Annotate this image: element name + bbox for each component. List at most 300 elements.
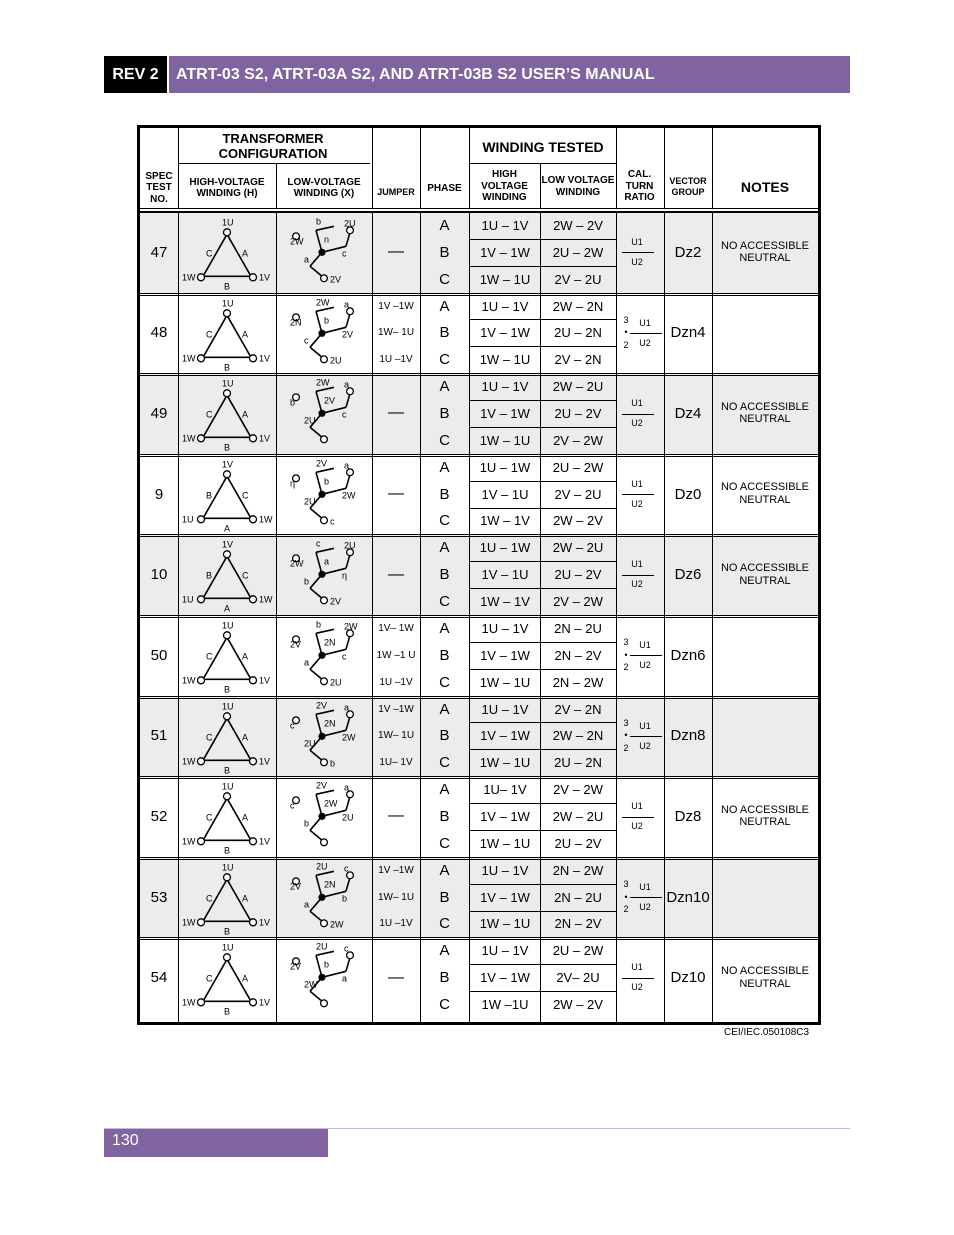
high-voltage-tested-cell: 1V – 1W (480, 970, 530, 986)
jumper-connection: 1U –1V (379, 918, 413, 930)
low-voltage-tested-cell: 2V – 2N (554, 352, 602, 368)
phase-label: B (439, 969, 450, 987)
svg-text:1V: 1V (259, 352, 271, 363)
phase-label: C (439, 915, 450, 933)
winding-cell-rule (470, 911, 616, 912)
low-voltage-tested-cell: 2N – 2W (552, 674, 604, 690)
svg-text:C: C (206, 973, 213, 984)
header-cal-turn-ratio: CAL. TURN RATIO (624, 169, 655, 204)
row-rule (140, 375, 818, 376)
svg-text:B: B (224, 281, 231, 292)
row-rule (140, 295, 818, 296)
jumper-connection: 1V –1W (378, 300, 414, 312)
high-voltage-tested-cell: 1W – 1U (479, 916, 531, 932)
ratio-fraction-bar (622, 817, 654, 818)
spec-test-number: 10 (150, 566, 168, 584)
svg-text:a: a (304, 899, 310, 910)
svg-text:b: b (290, 397, 296, 408)
low-voltage-zigzag-diagram (276, 293, 372, 374)
svg-text:2W: 2W (316, 377, 330, 388)
svg-text:c: c (342, 409, 347, 420)
low-voltage-tested-cell: 2V – 2U (554, 486, 602, 502)
svg-text:1W: 1W (182, 352, 196, 363)
low-voltage-tested-cell: 2W – 2N (552, 298, 604, 314)
winding-cell-rule (470, 508, 616, 509)
svg-text:2U: 2U (316, 941, 328, 952)
high-voltage-tested-cell: 1U– 1V (483, 782, 527, 798)
svg-text:1W: 1W (182, 836, 196, 847)
ratio-fraction-bar (622, 978, 654, 979)
phase-label: A (439, 297, 450, 315)
jumper-connection: 1W– 1U (377, 730, 415, 742)
high-voltage-tested-cell: 1W – 1U (479, 755, 531, 771)
ratio-factor-part: • (624, 649, 628, 660)
ratio-factor-part: • (624, 327, 628, 338)
svg-text:a: a (344, 460, 350, 471)
svg-text:B: B (224, 1006, 231, 1017)
row-rule (140, 937, 818, 938)
svg-text:2W: 2W (290, 558, 304, 569)
column-rule (276, 212, 277, 1022)
svg-text:1V: 1V (222, 459, 234, 470)
phase-label: B (439, 888, 450, 906)
svg-text:1U: 1U (222, 378, 234, 389)
phase-label: A (439, 942, 450, 960)
low-voltage-zigzag-diagram (276, 937, 372, 1018)
high-voltage-tested-cell: 1U – 1V (481, 862, 529, 878)
spec-test-number: 49 (150, 404, 168, 422)
svg-text:1W: 1W (259, 594, 273, 605)
svg-text:2U: 2U (304, 737, 316, 748)
svg-text:2W: 2W (344, 621, 358, 632)
ratio-fraction-bar (622, 494, 654, 495)
vector-group-value: Dz2 (674, 243, 702, 261)
spec-test-number: 54 (150, 969, 168, 987)
header-column-rule (664, 128, 665, 208)
high-voltage-delta-diagram (178, 937, 276, 1018)
high-voltage-tested-cell: 1U – 1V (481, 298, 529, 314)
header-rule (470, 163, 616, 164)
header-column-rule (276, 164, 277, 208)
phase-label: B (439, 807, 450, 825)
notes-cell: NO ACCESSIBLE NEUTRAL (720, 400, 810, 426)
svg-text:B: B (224, 764, 231, 775)
low-voltage-tested-cell: 2V – 2W (553, 782, 603, 798)
high-voltage-tested-cell: 1W – 1V (480, 594, 530, 610)
phase-label: C (439, 512, 450, 530)
phase-label: B (439, 646, 450, 664)
low-voltage-tested-cell: 2V– 2U (556, 970, 600, 986)
low-voltage-zigzag-diagram (276, 696, 372, 777)
svg-text:η: η (342, 570, 348, 581)
svg-text:1U: 1U (222, 942, 234, 953)
winding-cell-rule (470, 964, 616, 965)
header-rule (178, 163, 370, 164)
jumper-none: — (388, 565, 404, 583)
low-voltage-tested-cell: 2U – 2N (554, 325, 602, 341)
svg-text:B: B (224, 926, 231, 937)
notes-cell (718, 615, 812, 696)
vector-group-value: Dz0 (674, 485, 702, 503)
row-rule (140, 859, 818, 860)
column-rule (540, 212, 541, 1022)
phase-label: A (439, 539, 450, 557)
svg-text:n: n (324, 234, 330, 245)
svg-text:2U: 2U (316, 861, 328, 872)
high-voltage-delta-diagram (178, 212, 276, 293)
vector-group-value: Dz4 (674, 404, 702, 422)
low-voltage-zigzag-diagram (276, 454, 372, 535)
spec-test-number: 48 (150, 324, 168, 342)
low-voltage-zigzag-diagram (276, 373, 372, 454)
jumper-none: — (388, 243, 404, 261)
svg-text:2N: 2N (324, 879, 336, 890)
low-voltage-tested-cell: 2W – 2V (553, 997, 603, 1013)
svg-text:a: a (344, 379, 350, 390)
phase-label: A (439, 216, 450, 234)
header-vector-group: VECTOR GROUP (669, 176, 707, 197)
manual-title: ATRT-03 S2, ATRT-03A S2, AND ATRT-03B S2 USER’S MANUAL (169, 56, 850, 93)
svg-text:b: b (324, 314, 330, 325)
svg-text:B: B (224, 845, 231, 856)
vector-group-value: Dzn10 (666, 888, 710, 906)
svg-text:B: B (224, 442, 231, 453)
high-voltage-tested-cell: 1V – 1U (481, 486, 529, 502)
phase-label: B (439, 566, 450, 584)
jumper-connection: 1U –1V (379, 676, 413, 688)
jumper-connection: 1W –1 U (376, 649, 416, 661)
winding-cell-rule (470, 991, 616, 992)
svg-text:1V: 1V (259, 836, 271, 847)
phase-label: B (439, 404, 450, 422)
svg-text:A: A (242, 973, 249, 984)
header-phase: PHASE (427, 182, 462, 194)
svg-text:A: A (242, 893, 249, 904)
phase-label: C (439, 673, 450, 691)
svg-text:2W: 2W (330, 919, 344, 930)
ratio-factor-part: 2 (623, 662, 629, 673)
svg-text:2N: 2N (324, 717, 336, 728)
low-voltage-tested-cell: 2W – 2U (552, 379, 604, 395)
svg-text:A: A (224, 523, 231, 534)
svg-text:a: a (342, 973, 348, 984)
vector-group-value: Dzn4 (670, 324, 706, 342)
header-column-rule (178, 128, 179, 208)
phase-label: C (439, 834, 450, 852)
row-rule (140, 456, 818, 457)
svg-text:A: A (242, 328, 249, 339)
vector-group-value: Dzn6 (670, 646, 706, 664)
svg-text:c: c (344, 863, 349, 874)
svg-text:C: C (206, 248, 213, 259)
low-voltage-zigzag-diagram (276, 776, 372, 857)
row-rule (140, 373, 818, 374)
svg-text:2U: 2U (304, 415, 316, 426)
ratio-numerator: U1 (639, 881, 651, 892)
svg-text:1W: 1W (182, 917, 196, 928)
svg-text:1W: 1W (182, 675, 196, 686)
svg-text:1U: 1U (222, 297, 234, 308)
svg-text:C: C (242, 490, 249, 501)
svg-text:2N: 2N (324, 637, 336, 648)
svg-text:2V: 2V (290, 881, 302, 892)
notes-cell (718, 293, 812, 374)
row-rule (140, 293, 818, 294)
svg-text:B: B (206, 570, 213, 581)
header-transformer-configuration: TRANSFORMER CONFIGURATION (218, 131, 328, 161)
winding-cell-rule (470, 400, 616, 401)
ratio-denominator: U2 (631, 257, 643, 267)
low-voltage-zigzag-diagram (276, 534, 372, 615)
low-voltage-tested-cell: 2U – 2W (552, 943, 604, 959)
ratio-denominator: U2 (631, 821, 643, 832)
column-rule (420, 212, 421, 1022)
low-voltage-tested-cell: 2W – 2N (552, 728, 604, 744)
svg-text:b: b (304, 818, 310, 829)
row-rule (140, 696, 818, 697)
phase-label: C (439, 593, 450, 611)
phase-label: A (439, 619, 450, 637)
ratio-factor-part: 3 (623, 637, 629, 648)
low-voltage-zigzag-diagram (276, 212, 372, 293)
svg-text:2V: 2V (330, 274, 342, 285)
ratio-fraction-bar (622, 414, 654, 415)
vector-group-value: Dz8 (674, 807, 702, 825)
row-rule (140, 454, 818, 455)
ratio-fraction-bar (630, 736, 662, 737)
low-voltage-tested-cell: 2U – 2V (554, 405, 602, 421)
high-voltage-tested-cell: 1V – 1W (480, 808, 530, 824)
column-rule (469, 212, 470, 1022)
winding-cell-rule (470, 722, 616, 723)
ratio-denominator: U2 (631, 498, 643, 509)
svg-text:c: c (330, 516, 335, 527)
header-high-voltage-tested: HIGH VOLTAGE WINDING (481, 169, 528, 204)
svg-text:2U: 2U (330, 354, 342, 365)
column-rule (712, 212, 713, 1022)
phase-label: A (439, 458, 450, 476)
spec-test-number: 47 (150, 243, 168, 261)
svg-text:C: C (206, 409, 213, 420)
phase-label: C (439, 754, 450, 772)
svg-text:b: b (316, 216, 322, 227)
high-voltage-tested-cell: 1U – 1V (481, 217, 529, 233)
notes-cell: NO ACCESSIBLE NEUTRAL (720, 239, 810, 265)
header-low-voltage-winding: LOW-VOLTAGE WINDING (X) (287, 176, 361, 199)
high-voltage-tested-cell: 1W – 1U (479, 271, 531, 287)
phase-label: A (439, 700, 450, 718)
phase-label: C (439, 996, 450, 1014)
svg-text:B: B (206, 490, 213, 501)
vector-group-table (137, 125, 821, 1025)
svg-text:2N: 2N (290, 316, 302, 327)
header-column-rule (540, 164, 541, 208)
svg-text:1V: 1V (259, 272, 271, 283)
vector-group-value: Dzn8 (670, 727, 706, 745)
ratio-numerator: U1 (631, 801, 643, 812)
ratio-numerator: U1 (631, 962, 643, 973)
winding-cell-rule (470, 749, 616, 750)
low-voltage-tested-cell: 2U – 2V (554, 567, 602, 583)
column-rule (664, 212, 665, 1022)
svg-text:2U: 2U (344, 540, 356, 551)
high-voltage-tested-cell: 1V – 1W (480, 647, 530, 663)
low-voltage-tested-cell: 2U – 2W (552, 459, 604, 475)
header-column-rule (372, 128, 373, 208)
ratio-denominator: U2 (631, 982, 643, 993)
svg-text:2W: 2W (342, 731, 356, 742)
high-voltage-tested-cell: 1V – 1W (480, 728, 530, 744)
row-rule (140, 615, 818, 616)
svg-text:a: a (344, 701, 350, 712)
row-rule (140, 536, 818, 537)
high-voltage-tested-cell: 1U – 1V (481, 701, 529, 717)
column-rule (178, 212, 179, 1022)
ratio-factor-part: 3 (623, 717, 629, 728)
svg-text:2W: 2W (290, 236, 304, 247)
winding-cell-rule (470, 481, 616, 482)
ratio-numerator: U1 (631, 478, 643, 489)
svg-text:C: C (206, 812, 213, 823)
svg-text:2V: 2V (342, 328, 354, 339)
ratio-fraction-bar (630, 897, 662, 898)
spec-test-number: 52 (150, 807, 168, 825)
header-notes: NOTES (740, 178, 790, 195)
svg-text:A: A (224, 603, 231, 614)
spec-test-number: 51 (150, 727, 168, 745)
high-voltage-tested-cell: 1W –1U (481, 997, 529, 1013)
svg-text:1W: 1W (259, 514, 273, 525)
notes-cell (718, 696, 812, 777)
spec-test-number: 53 (150, 888, 168, 906)
ratio-denominator: U2 (631, 418, 643, 429)
svg-text:c: c (344, 943, 349, 954)
high-voltage-tested-cell: 1V – 1W (480, 405, 530, 421)
ratio-factor-part: 2 (623, 742, 629, 753)
svg-text:b: b (324, 476, 330, 487)
high-voltage-delta-diagram (178, 696, 276, 777)
figure-caption: CEI/IEC.050108C3 (724, 1027, 810, 1038)
svg-text:b: b (304, 576, 310, 587)
row-rule (140, 857, 818, 858)
svg-text:a: a (304, 254, 310, 265)
jumper-connection: 1U– 1V (379, 757, 413, 769)
svg-text:2W: 2W (304, 979, 318, 990)
ratio-fraction-bar (622, 252, 654, 253)
svg-text:1U: 1U (222, 862, 234, 873)
svg-text:1V: 1V (222, 539, 234, 550)
svg-text:1U: 1U (182, 514, 194, 525)
winding-cell-rule (470, 319, 616, 320)
ratio-numerator: U1 (639, 640, 651, 650)
svg-text:2V: 2V (330, 596, 342, 607)
svg-text:c: c (316, 538, 321, 549)
high-voltage-tested-cell: 1U – 1V (481, 379, 529, 395)
low-voltage-tested-cell: 2W – 2V (553, 217, 603, 233)
low-voltage-tested-cell: 2U – 2W (552, 244, 604, 260)
high-voltage-tested-cell: 1W – 1U (479, 352, 531, 368)
svg-text:2V: 2V (324, 395, 336, 406)
svg-text:1U: 1U (222, 620, 234, 631)
low-voltage-zigzag-diagram (276, 615, 372, 696)
winding-cell-rule (470, 266, 616, 267)
svg-text:A: A (242, 409, 249, 420)
phase-label: A (439, 861, 450, 879)
low-voltage-tested-cell: 2N – 2V (554, 647, 602, 663)
ratio-factor-part: • (624, 891, 628, 902)
ratio-factor-part: 3 (623, 314, 629, 325)
svg-text:1W: 1W (182, 272, 196, 283)
ratio-numerator: U1 (639, 720, 651, 731)
low-voltage-tested-cell: 2N – 2V (554, 916, 602, 932)
ratio-denominator: U2 (639, 337, 651, 348)
winding-cell-rule (470, 427, 616, 428)
winding-cell-rule (470, 830, 616, 831)
high-voltage-delta-diagram (178, 615, 276, 696)
ratio-fraction-bar (622, 575, 654, 576)
column-rule (372, 212, 373, 1022)
svg-text:2W: 2W (324, 798, 338, 809)
ratio-factor-part: 3 (623, 878, 629, 889)
svg-text:a: a (344, 782, 350, 793)
high-voltage-tested-cell: 1W – 1V (480, 513, 530, 529)
high-voltage-tested-cell: 1W – 1U (479, 835, 531, 851)
high-voltage-tested-cell: 1V – 1W (480, 244, 530, 260)
low-voltage-tested-cell: 2V – 2W (553, 594, 603, 610)
svg-text:1U: 1U (222, 217, 234, 228)
winding-cell-rule (470, 803, 616, 804)
phase-label: A (439, 378, 450, 396)
winding-cell-rule (470, 642, 616, 643)
notes-cell: NO ACCESSIBLE NEUTRAL (720, 803, 810, 829)
jumper-connection: 1V– 1W (378, 622, 414, 634)
ratio-factor-part: • (624, 730, 628, 741)
jumper-connection: 1V –1W (378, 864, 414, 876)
svg-text:1V: 1V (259, 433, 271, 444)
phase-label: B (439, 727, 450, 745)
svg-text:a: a (304, 657, 310, 668)
ratio-numerator: U1 (631, 398, 643, 409)
low-voltage-zigzag-diagram (276, 857, 372, 938)
winding-cell-rule (470, 346, 616, 347)
svg-text:A: A (242, 651, 249, 662)
low-voltage-tested-cell: 2N – 2U (554, 620, 602, 636)
svg-text:1V: 1V (259, 917, 271, 928)
phase-label: C (439, 270, 450, 288)
jumper-none: — (388, 404, 404, 422)
svg-text:c: c (342, 651, 347, 662)
header-column-rule (469, 128, 470, 208)
svg-text:2W: 2W (342, 490, 356, 501)
svg-text:C: C (206, 328, 213, 339)
vector-group-value: Dz6 (674, 566, 702, 584)
notes-cell: NO ACCESSIBLE NEUTRAL (720, 562, 810, 587)
header-column-rule (420, 128, 421, 208)
ratio-denominator: U2 (639, 740, 651, 751)
page-header (104, 56, 850, 93)
svg-text:2V: 2V (316, 699, 328, 710)
svg-text:b: b (316, 619, 322, 630)
high-voltage-tested-cell: 1V – 1U (481, 567, 529, 583)
row-rule (140, 212, 818, 213)
jumper-connection: 1W– 1U (377, 891, 415, 903)
svg-text:2V: 2V (316, 458, 328, 469)
row-rule (140, 617, 818, 618)
row-rule (140, 778, 818, 779)
ratio-denominator: U2 (639, 660, 651, 670)
header-column-rule (616, 128, 617, 208)
svg-text:1U: 1U (222, 781, 234, 792)
